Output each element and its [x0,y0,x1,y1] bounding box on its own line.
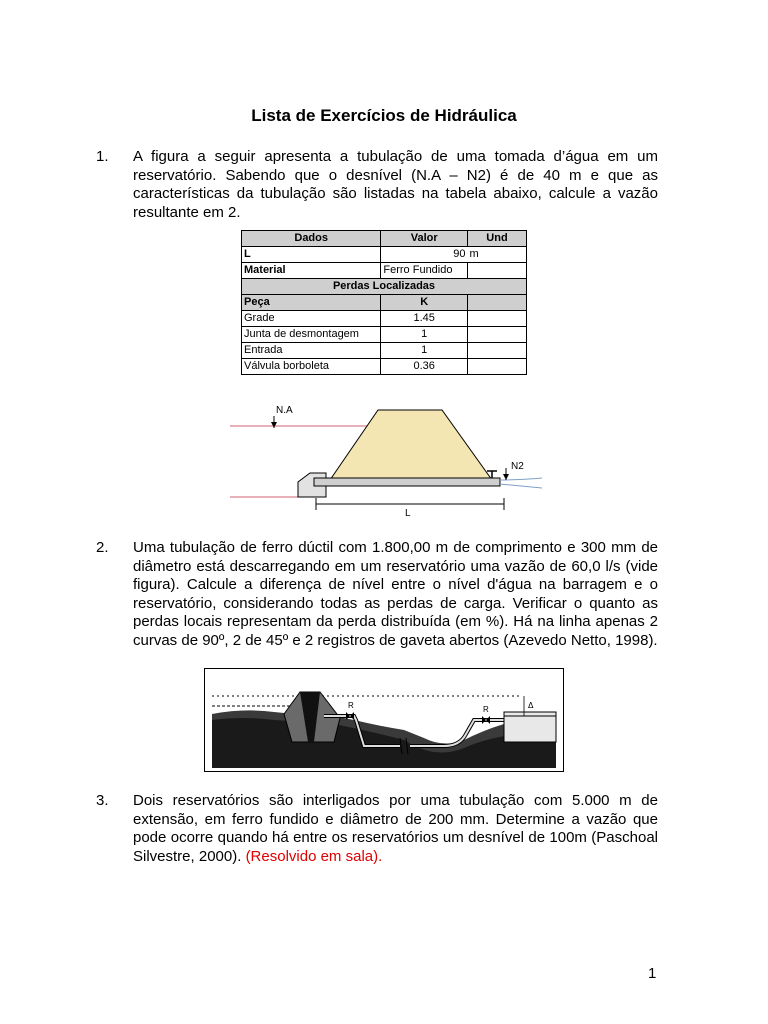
table-row [242,311,527,327]
loss-k: 1.45 [381,311,468,327]
loss-piece: Válvula borboleta [242,359,381,375]
header-dados: Dados [242,231,381,247]
delta-label: Δ [528,701,534,710]
header-valor: Valor [381,231,468,247]
header-und: Und [468,231,527,247]
loss-piece: Grade [242,311,381,327]
exercise-1-number: 1. [96,148,109,165]
page-number: 1 [648,965,657,982]
table-row [242,247,527,263]
exercise-2-text: Uma tubulação de ferro dúctil com 1.800,00 m de comprimento e 300 mm de diâmetro está descarregando em um reservatório uma vazão de 60,0 l/s (vide figura). Calcule a diferença de nível entre o nível d'água na barragem e o reservatório, considerando todas as perdas de carga. Verificar o quanto as perdas locais representam da perda distribuída (em %). Há na linha apenas 2 curvas de 90º, 2 de 45º e 2 registros de gaveta abertos (Azevedo Netto, 1998). [133,539,658,649]
row-label: L [242,247,381,263]
table-row [242,343,527,359]
dam-intake-figure [230,398,550,518]
loss-blank [468,327,527,343]
na-arrow [271,422,277,428]
row-unit: m [468,247,527,263]
table-row [242,327,527,343]
subheader-peca: Peça [242,295,381,311]
exercise-3-text [133,792,658,866]
subheader-k: K [381,295,468,311]
length-label: L [405,508,411,518]
water-jet [500,484,542,488]
row-value: 90 [381,247,468,263]
loss-piece: Entrada [242,343,381,359]
exercise-1-text: A figura a seguir apresenta a tubulação de uma tomada d’água em um reservatório. Sabendo que o desnível (N.A – N2) é de 40 m e que as características da tubulação são listadas na tabela abaixo, calcule a vazão resultante em 2. [133,148,658,221]
n2-label: N2 [511,461,524,472]
subheader-blank [468,295,527,311]
table-header-row [242,231,527,247]
section-header-row [242,279,527,295]
exercise-3-body: Dois reservatórios são interligados por uma tubulação com 5.000 m de extensão, em ferro fundido e diâmetro de 200 mm. Determine a vazão que pode ocorre quando há entre os reservatórios um desnível de 100m (Paschoal Silvestre, 2000). [133,792,658,865]
exercise-3-number: 3. [96,792,109,809]
section-title: Perdas Localizadas [242,279,527,295]
table-row [242,359,527,375]
loss-k: 0.36 [381,359,468,375]
loss-blank [468,359,527,375]
dam-body [330,410,492,480]
row-label: Material [242,263,381,279]
loss-k: 1 [381,327,468,343]
row-value: Ferro Fundido [381,263,468,279]
row-unit [468,263,527,279]
loss-blank [468,311,527,327]
table-row [242,263,527,279]
resolved-note: (Resolvido em sala). [245,847,383,865]
loss-blank [468,343,527,359]
valve-2-label: R [483,705,489,714]
data-table [241,230,527,375]
exercise-2-number: 2. [96,539,109,556]
loss-piece: Junta de desmontagem [242,327,381,343]
subheader-row [242,295,527,311]
n2-arrow [503,474,509,480]
na-label: N.A [276,405,293,416]
loss-k: 1 [381,343,468,359]
pipe [314,478,500,486]
page-title: Lista de Exercícios de Hidráulica [251,106,517,125]
valve-1-label: R [348,701,354,710]
pipeline-figure [204,668,564,772]
